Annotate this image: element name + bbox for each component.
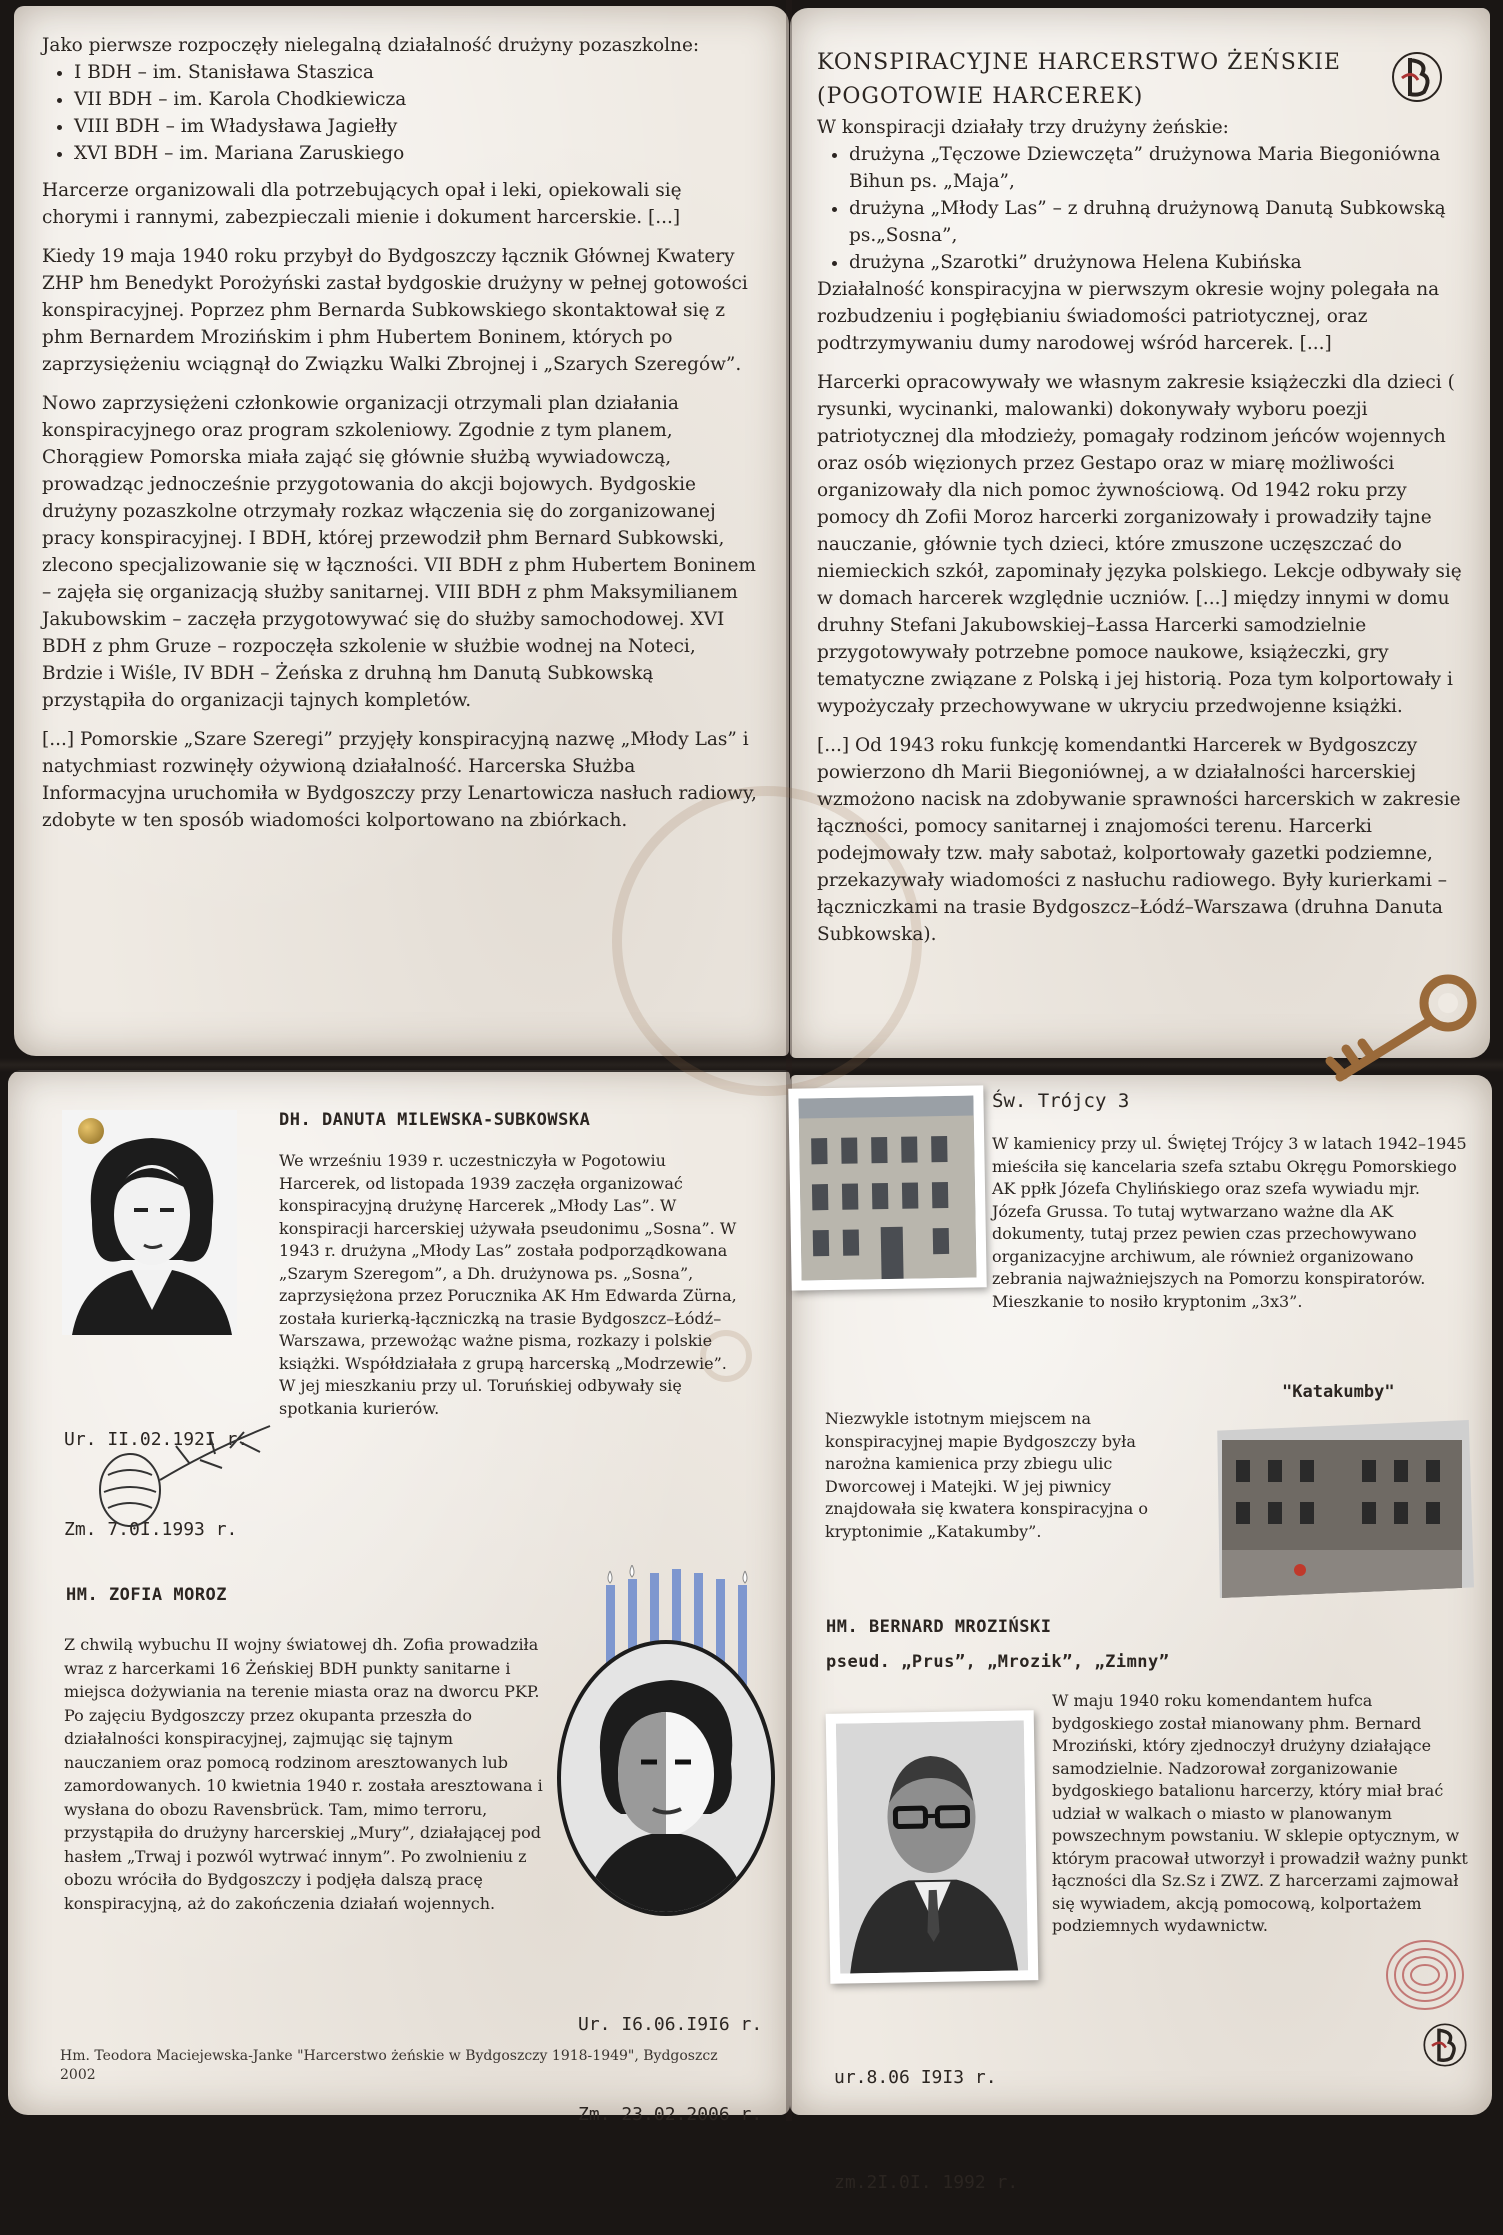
paragraph: [...] Od 1943 roku funkcję komendantki Harcerek w Bydgoszczy powierzono dh Marii Biegoniównej, a w działalności harcerskiej wzmożono nacisk na zdobywanie sprawności harcerskich w zakresie łączności, pomocy sanitarnej i znajomości terenu. Harcerki podejmowały tzw. mały sabotaż, kolportowały gazetki podziemne, przekazywały wiadomości z nasłuchu radiowego. Były kurierkami – łączniczkami na trasie Bydgoszcz–Łódź–Warszawa (druhna Danuta Subkowska). xyxy=(817,732,1475,948)
list-item: • XVI BDH – im. Mariana Zaruskiego xyxy=(74,140,760,167)
paragraph: Nowo zaprzysiężeni członkowie organizacji otrzymali plan działania konspiracyjnego oraz program szkoleniowy. Zgodnie z tym planem, Chorągiew Pomorska miała zająć się głównie służbą wywiadowczą, prowadząc jednocześnie przygotowania do akcji bojowych. Bydgoskie drużyny pozaszkolne otrzymały rozkaz włączenia się do zorganizowanej pracy konspiracyjnej. I BDH, której przewodził phm Bernard Subkowski, zlecono specjalizowanie się w łączności. VII BDH z phm Hubertem Boninem – zajęła się organizacją służby sanitarnej. VIII BDH z phm Maksymilianem Jakubowskim – zaczęła przygotowywać się do służby samochodowej. XVI BDH z phm Gruze – rozpoczęła szkolenie w służbie wodnej na Noteci, Brdzie i Wiśle, IV BDH – Żeńska z druhną hm Danutą Subkowską przystąpiła do organizacji tajnych kompletów. xyxy=(42,390,760,714)
death-date: zm.2I.0I. 1992 r. xyxy=(834,2165,1018,2200)
paragraph: [...] Pomorskie „Szare Szeregi” przyjęły konspiracyjną nazwę „Młody Las” i natychmiast rozwinęły ożywioną działalność. Harcerska Służba Informacyjna uruchomiła w Bydgoszczy przy Lenartowicza nasłuch radiowy, zdobyte w ten sposób wiadomości kolportowano na zbiórkach. xyxy=(42,726,760,834)
list-item: • drużyna „Tęczowe Dziewczęta” drużynowa Maria Biegoniówna Bihun ps. „Maja”, xyxy=(849,141,1475,195)
right-top-column xyxy=(817,46,1475,960)
team-list xyxy=(42,59,760,167)
danuta-bio: We wrześniu 1939 r. uczestniczyła w Pogotowiu Harcerek, od listopada 1939 zaczęła organizować konspiracyjną drużynę Harcerek „Młody Las”. W konspiracji harcerskiej używała pseudonimu „Sosna”. W 1943 r. drużyna „Młody Las” została podporządkowana „Szarym Szeregom”, a Dh. drużynowa ps. „Sosna”, zaprzysiężona przez Porucznika AK Hm Edwarda Zürna, została kurierką-łączniczką na trasie Bydgoszcz–Łódź–Warszawa, przewożąc ważne pisma, rozkazy i polskie książki. Współdziałała z grupą harcerską „Modrzewie”. W jej mieszkaniu przy ul. Toruńskiej odbywały się spotkania kurierów. xyxy=(279,1150,739,1420)
list-item: • drużyna „Szarotki” drużynowa Helena Kubińska xyxy=(849,249,1475,276)
bernard-pseudonyms: pseud. „Prus”, „Mrozik”, „Zimny” xyxy=(826,1652,1170,1672)
paragraph: Harcerze organizowali dla potrzebujących opał i leki, opiekowali się chorymi i rannymi, zabezpieczali mienie i dokument harcerskie. [...] xyxy=(42,177,760,231)
intro-text: Jako pierwsze rozpoczęły nielegalną działalność drużyny pozaszkolne: xyxy=(42,32,760,59)
trojcy-text: W kamienicy przy ul. Świętej Trójcy 3 w latach 1942–1945 mieściła się kancelaria szefa sztabu Okręgu Pomorskiego AK ppłk Józefa Chylińskiego oraz szefa wywiadu mjr. Józefa Grussa. To tutaj wytwarzano ważne dla AK dokumenty, tutaj przez pewien czas przechowywano organizacyjne archiwum, ale również organizowano zebrania najważniejszych na Pomorzu konspiratorów. Mieszkanie to nosiło kryptonim „3x3”. xyxy=(992,1133,1472,1313)
list-item: • drużyna „Młody Las” – z druhną drużynową Danutą Subkowską ps.„Sosna”, xyxy=(849,195,1475,249)
katakumby-heading: "Katakumby" xyxy=(1282,1382,1395,1402)
list-item: • VIII BDH – im Władysława Jagiełły xyxy=(74,113,760,140)
gold-pin-icon xyxy=(78,1118,104,1144)
birth-date: Ur. II.02.192I r. xyxy=(64,1425,248,1455)
left-top-column xyxy=(42,32,760,846)
list-item: • VII BDH – im. Karola Chodkiewicza xyxy=(74,86,760,113)
photo-katakumby-building xyxy=(1212,1420,1474,1598)
bernard-bio: W maju 1940 roku komendantem hufca bydgoskiego został mianowany phm. Bernard Mroziński, który zjednoczył drużyny działające samodzielnie. Nadzorował zorganizowanie bydgoskiego batalionu harcerzy, który miał brać udział w walkach o miasto w planowanym powszechnym powstaniu. W sklepie optycznym, w którym pracował utworzył i prowadził ważny punkt łączności dla Sz.Sz i ZWZ. Z harcerzami zajmował się wywiadem, akcją pomocową, kolportażem podziemnych wydawnictw. xyxy=(1052,1690,1468,1938)
intro-text: W konspiracji działały trzy drużyny żeńskie: xyxy=(817,114,1475,141)
pine-cone-icon xyxy=(90,1420,280,1530)
zofia-heading: HM. ZOFIA MOROZ xyxy=(66,1585,227,1605)
section-title: KONSPIRACYJNE HARCERSTWO ŻEŃSKIE (POGOTOWIE HARCEREK) xyxy=(817,46,1475,114)
list-item: • I BDH – im. Stanisława Staszica xyxy=(74,59,760,86)
portrait-bernard-illustration xyxy=(836,1720,1028,1973)
death-date: Zm. 7.0I.1993 r. xyxy=(64,1515,248,1545)
portrait-zofia xyxy=(557,1640,775,1916)
katakumby-building-illustration xyxy=(1212,1420,1474,1598)
katakumby-text: Niezwykle istotnym miejscem na konspiracyjnej mapie Bydgoszczy była narożna kamienica przy zbiegu ulic Dworcowej i Matejki. W jej piwnicy znajdowała się kwatera konspiracyjna o kryptonimie „Katakumby”. xyxy=(825,1408,1195,1543)
birth-date: ur.8.06 I9I3 r. xyxy=(834,2060,1018,2095)
trojcy-heading: Św. Trójcy 3 xyxy=(992,1090,1129,1112)
zofia-bio: Z chwilą wybuchu II wojny światowej dh. Zofia prowadziła wraz z harcerkami 16 Żeńskiej BDH punkty sanitarne i miejsca dożywiania na terenie miasta oraz na dworcu PKP. Po zajęciu Bydgoszczy przez okupanta przeszła do działalności konspiracyjnej, zajmując się tajnym nauczaniem oraz pomocą rodzinom aresztowanych lub zamordowanych. 10 kwietnia 1940 r. została aresztowana i wysłana do obozu Ravensbrück. Tam, mimo terroru, przystąpiła do drużyny harcerskiej „Mury”, działającej pod hasłem „Trwaj i pozwól wytrwać innym”. Po zwolnieniu z obozu wróciła do Bydgoszczy i podjęła dalszą pracę konspiracyjną, aż do zakończenia działań wojennych. xyxy=(64,1633,554,1915)
paragraph: Kiedy 19 maja 1940 roku przybył do Bydgoszczy łącznik Głównej Kwatery ZHP hm Benedykt Porożyński zastał bydgoskie drużyny w pełnej gotowości konspiracyjnej. Poprzez phm Bernarda Subkowskiego skontaktował się z phm Bernardem Mrozińskim i phm Hubertem Boninem, których po zaprzysiężeniu wciągnął do Związku Walki Zbrojnej i „Szarych Szeregów”. xyxy=(42,243,760,378)
portrait-bernard xyxy=(826,1710,1039,1984)
paragraph: Działalność konspiracyjna w pierwszym okresie wojny polegała na rozbudzeniu i pogłębianiu świadomości patriotycznej, oraz podtrzymywaniu dumy narodowej wśród harcerek. [...] xyxy=(817,276,1475,357)
source-citation: Hm. Teodora Maciejewska-Janke "Harcerstwo żeńskie w Bydgoszczy 1918-1949", Bydgoszcz 2002 xyxy=(60,2047,740,2085)
paragraph: Harcerki opracowywały we własnym zakresie książeczki dla dzieci ( rysunki, wycinanki, malowanki) dokonywały wyboru poezji patriotycznej dla młodzieży, pomagały rodzinom jeńców wojennych oraz osób więzionych przez Gestapo oraz w miarę możliwości organizowały dla nich pomoc żywnościową. Od 1942 roku przy pomocy dh Zofii Moroz harcerki zorganizowały i prowadziły tajne nauczanie, głównie tych dzieci, które zmuszone uczęszczać do niemieckich szkół, zapominały języka polskiego. Lekcje odbywały się w domach harcerek względnie uczniów. [...] między innymi w domu druhny Stefani Jakubowskiej–Łassa Harcerki samodzielnie przygotowywały potrzebne pomoce naukowe, książeczki, gry tematyczne związane z Polską i jej historią. Poza tym kolportowały i wypożyczały przechowywane w ukryciu przedwojenne książki. xyxy=(817,369,1475,720)
bernard-heading: HM. BERNARD MROZIŃSKI xyxy=(826,1617,1051,1637)
fingerprint-stamp-icon xyxy=(1380,1930,1470,2020)
trojcy-building-illustration xyxy=(798,1095,976,1280)
photo-trojcy-building xyxy=(788,1085,986,1290)
monogram-logo-icon xyxy=(1420,2020,1470,2070)
old-key-icon xyxy=(1300,965,1490,1115)
birth-date: Ur. I6.06.I9I6 r. xyxy=(578,2010,762,2040)
bernard-dates xyxy=(834,1990,1018,2235)
team-list xyxy=(817,141,1475,276)
portrait-zofia-illustration xyxy=(561,1644,771,1912)
death-date: Zm. 23.02.2006 r. xyxy=(578,2100,762,2130)
danuta-heading: DH. DANUTA MILEWSKA-SUBKOWSKA xyxy=(279,1110,590,1130)
